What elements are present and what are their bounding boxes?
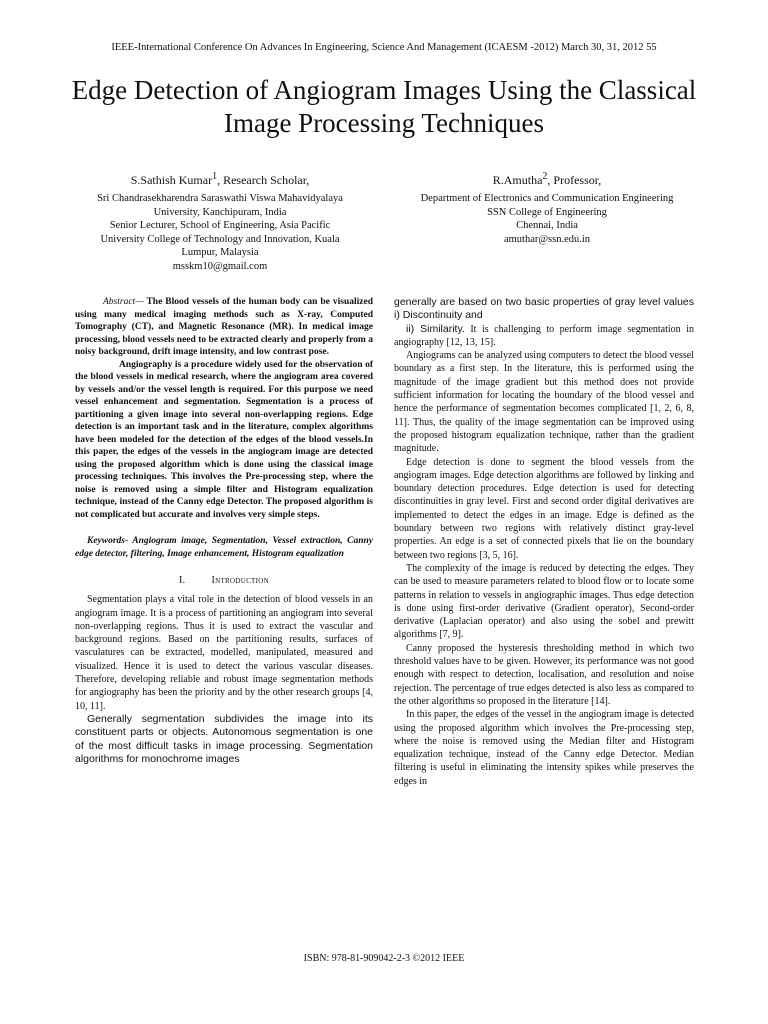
- body-paragraph: Edge detection is done to segment the blood vessels from the angiogram images. Edge detection algorithms are followed by linking and boundary detection procedures. Edge detection is used for detecting discontinuities in gray level. First and second order digital derivatives are implemented to detect the edges in an image. Edge is defined as the boundary between two regions with relatively distinct gray-level properties. An edge is a set of connected pixels that lie on the boundary between two regions [3, 5, 16].: [394, 456, 694, 561]
- body-paragraph-sans: generally are based on two basic properties of gray level values i) Discontinuity and: [394, 296, 694, 322]
- author-role: , Professor,: [547, 173, 602, 187]
- author-role: , Research Scholar,: [217, 173, 310, 187]
- body-paragraph: Canny proposed the hysteresis thresholding method in which two threshold values have to be given. However, its performance was not good enough with respect to detection, localisation, and resolution and noise rejection. The percentage of true edges detected is also less as compared to the other algorithms so proposed in the literature [14].: [394, 642, 694, 707]
- author-name: S.Sathish Kumar: [130, 173, 213, 187]
- affiliation-line: Lumpur, Malaysia: [181, 247, 259, 258]
- abstract-label: Abstract—: [103, 297, 144, 307]
- author-name: R.Amutha: [492, 173, 543, 187]
- body-text: It is challenging to perform image segmentation in angiography [12, 13, 15].: [394, 323, 694, 348]
- abstract-text: The Blood vessels of the human body can be visualized using many medical imaging methods such as X-ray, Computed Tomography (CT), and Magnetic Resonance (MR). In medical image processing, blood vessels need to be extracted clearly and properly from a noisy background, drift image intensity, and low contrast pose.: [75, 297, 373, 357]
- author-block-2: [392, 169, 702, 246]
- author-superscript: 2: [542, 171, 548, 182]
- intro-paragraph-sans: Generally segmentation subdivides the image into its constituent parts or objects. Autonomous segmentation is one of the most difficult tasks in image processing. Segmentation algorithms for monochrome images: [75, 712, 373, 765]
- left-column: [75, 296, 373, 766]
- body-paragraph: In this paper, the edges of the vessel in the angiogram image is detected using the proposed algorithm which involves the Pre-processing step, where the noise is removed using the Median filter and Histogram equalization technique, instead of the Canny edge Detector. Median filtering is useful in eliminating the intensity spikes while preserves the edges in: [394, 709, 694, 787]
- affiliation-line: SSN College of Engineering: [487, 206, 607, 218]
- intro-paragraph: Segmentation plays a vital role in the detection of blood vessels in an angiogram image. It is a process of partitioning an angiogram into several non-overlapping regions. Thus it is used to extract the vascular and background regions. Based on the partitioning results, surfaces of vasculatures can be extracted, modelled, manipulated, measured and visualized. Hence it is used to detect the various vascular diseases. Therefore, developing reliable and robust image segmentation methods for angiography has been the priority and by the other research groups [4, 10, 11].: [75, 594, 373, 712]
- affiliation-line: Senior Lecturer, School of Engineering, Asia Pacific: [109, 220, 331, 231]
- author-email: amuthar@ssn.edu.in: [503, 233, 591, 245]
- similarity-label: ii) Similarity.: [406, 322, 465, 335]
- body-paragraph: The complexity of the image is reduced by detecting the edges. They can be used to measure parameters related to blood flow or to locate some patterns in relation to vessels in angiographic images. Thus edge detection is done using first-order derivative (Gradient operator), Second-order derivative (Laplacian operator) and also using the sobel and prewitt algorithms [7, 9].: [394, 562, 694, 641]
- affiliation-line: University, Kanchipuram, India: [153, 206, 287, 218]
- page-footer: ISBN: 978-81-909042-2-3 ©2012 IEEE: [303, 953, 465, 964]
- abstract-paragraph-2: Angiography is a procedure widely used for the observation of the blood vessels in medical research, where the angiogram area covered by vessels and/or the vessel length is required. For this purpose we need vessel enhancement and segmentation. Segmentation is a process of partitioning a given image into several non-overlapping regions. Edge detection is an important task and in the literature, complex algorithms have been modeled for the detection of the edges of the blood vessels.In this paper, the edges of the vessels in the angiogram image are detected using the proposed algorithm which is done using the classical image processing techniques. This involves the Pre-processing step, where the noise is removed using a simple filter and Histogram equalization technique, instead of the Canny edge Detector. The proposed algorithm is not complicated but accurate and involves very simple steps.: [75, 359, 373, 520]
- author-name-line: [70, 169, 370, 188]
- body-paragraph: [394, 323, 694, 350]
- section-number: I.: [179, 575, 186, 586]
- affiliation-line: University College of Technology and Innovation, Kuala: [100, 233, 340, 245]
- paper-title: Edge Detection of Angiogram Images Using the Classical Image Processing Techniques: [71, 75, 697, 138]
- running-head: IEEE-International Conference On Advances In Engineering, Science And Management (ICAESM -2012) March 30, 31, 2012 55: [111, 42, 657, 53]
- body-paragraph: Angiograms can be analyzed using computers to detect the blood vessel boundary as a first step. In the literature, this is performed using the magnitude of the image gradient but this method does not provide sufficient information for locating the boundary of the blood vessel and hence the performance of segmentation becomes complicated [1, 2, 6, 8, 11]. Thus, the quality of the image segmentation can be improved using the proposed histogram equalization technique, rather than the gradient magnitude.: [394, 350, 694, 455]
- keywords: Keywords- Angiogram image, Segmentation, Vessel extraction, Canny edge detector, filtering, Image enhancement, Histogram equalization: [75, 536, 373, 559]
- affiliation-line: Chennai, India: [516, 220, 578, 231]
- author-superscript: 1: [212, 171, 218, 182]
- affiliation-line: Sri Chandrasekharendra Saraswathi Viswa Mahavidyalaya: [97, 193, 343, 204]
- affiliation-line: Department of Electronics and Communication Engineering: [420, 193, 674, 204]
- author-block-1: [70, 169, 370, 273]
- right-column: [394, 296, 694, 788]
- abstract-paragraph: [75, 296, 373, 359]
- section-heading: [75, 574, 373, 587]
- section-title: Introduction: [211, 575, 269, 586]
- author-email: msskm10@gmail.com: [172, 260, 268, 272]
- author-name-line: [392, 169, 702, 188]
